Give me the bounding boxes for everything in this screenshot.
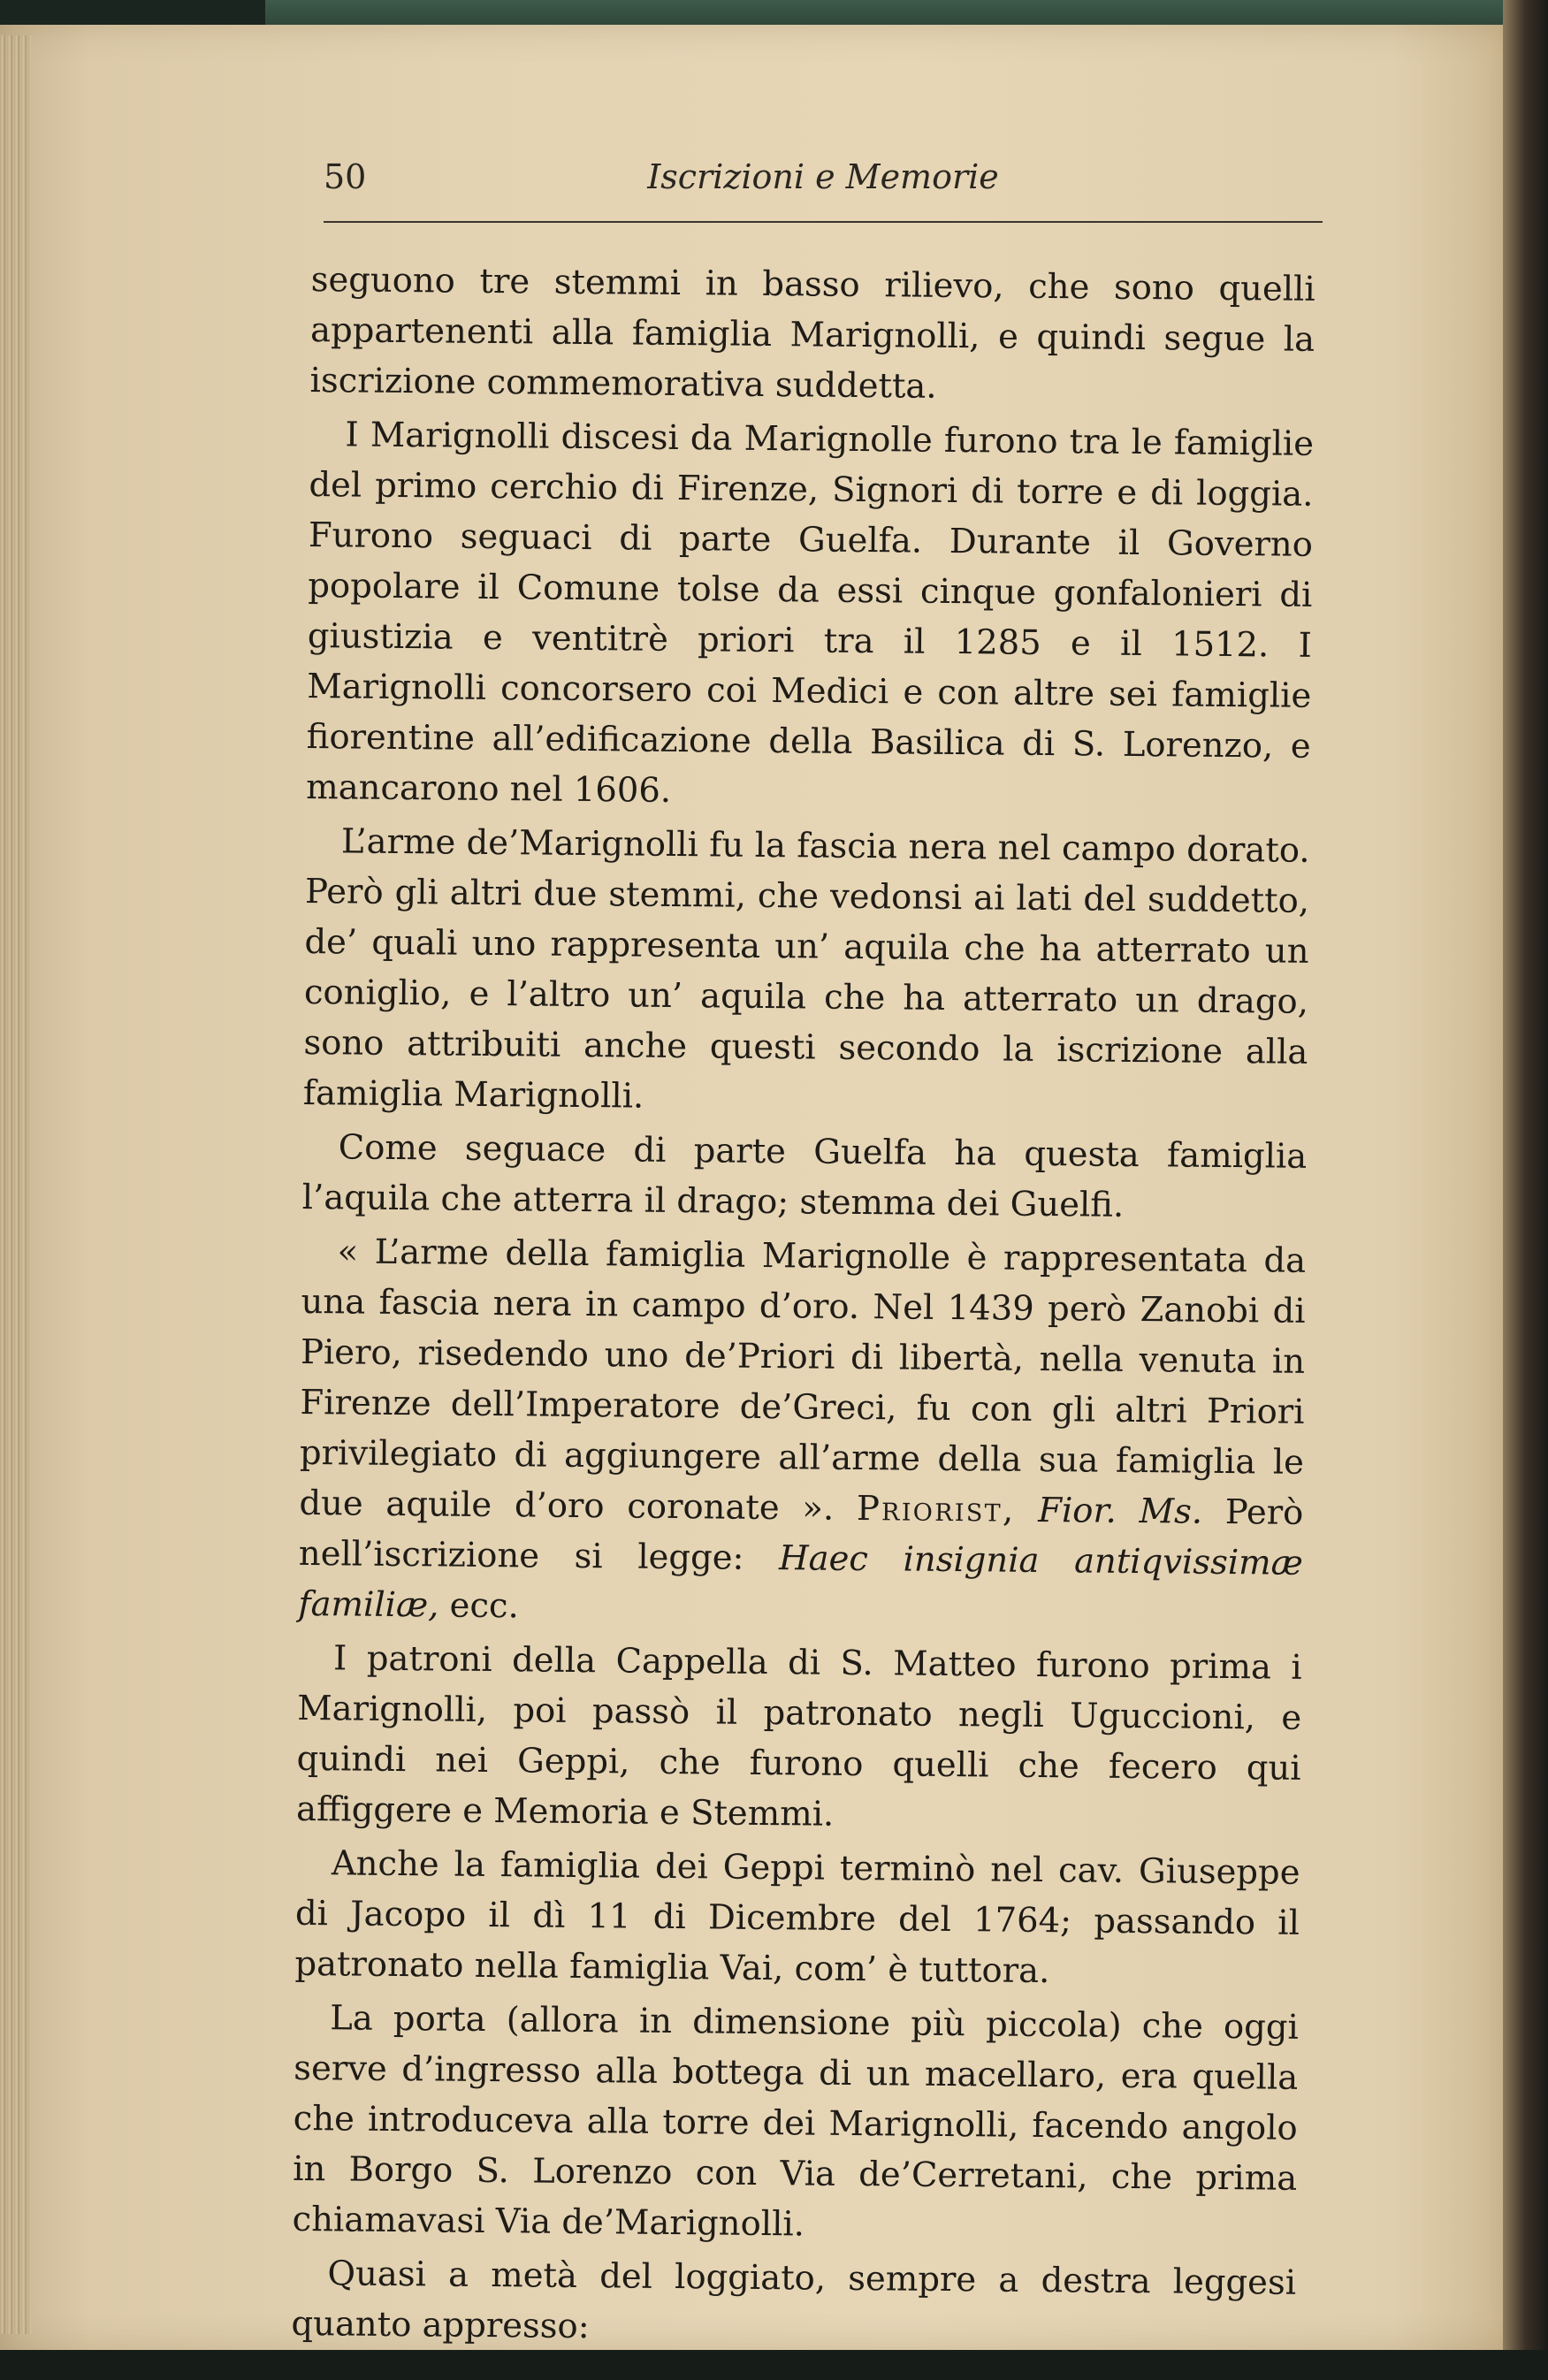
paragraph-8: La porta (allora in dimensione più piccola) che oggi serve d’ingresso alla bottega di un macellaro, era quella che introduceva alla torre dei Marignolli, facendo angolo in Borgo S. Lorenzo con Via de’Cerretani, che prima chiamavasi Via de’Marignolli. [292, 1998, 1300, 2245]
paragraph-3: L’arme de’Marignolli fu la fascia nera nel campo dorato. Però gli altri due stemmi, che vedonsi ai lati del suddetto, de’ quali uno rappresenta un’ aquila che ha atterrato un coniglio, e l’altro un’ aquila che ha atterrato un drago, sono attribuiti anche questi secondo la iscrizione alla famiglia Marignolli. [302, 821, 1310, 1117]
quote-continuation: Però nell’iscrizione si legge: [298, 1491, 1304, 1578]
paragraph-2: I Marignolli discesi da Marignolle furono tra le famiglie del primo cerchio di Firenze, Signori di torre e di loggia. Furono seguaci di parte Guelfa. Durante il Governo popolare il Comune tolse da essi cinque gonfalonieri di giustizia e ventitrè priori tra il 1285 e il 1512. I Marignolli concorsero coi Medici e con altre sei famiglie fiorentine all’edificazione della Basilica di S. Lorenzo, e mancarono nel 1606. [306, 415, 1315, 811]
page-stack-edges [0, 35, 32, 2334]
paragraph-4: Come seguace di parte Guelfa ha questa famiglia l’aquila che atterra il drago; stemma dei Guelfi. [301, 1127, 1308, 1225]
paragraph-5 [298, 1226, 1306, 1639]
quote-text: « L’arme della famiglia Marignolle è rappresentata da una fascia nera in campo d’oro. Nel 1439 però Zanobi di Piero, risedendo uno de’Priori di libertà, nella venuta in Firenze dell’Imperatore de’Greci, fu con gli altri Priori privilegiato di aggiungere all’arme della sua famiglia le due aquile d’oro coronate ». [299, 1232, 1307, 1529]
binding-shadow [1503, 0, 1548, 2380]
header-rule [324, 221, 1323, 223]
page-number: 50 [324, 157, 367, 196]
quote-end: ecc. [449, 1585, 520, 1627]
paragraph-7: Anche la famiglia dei Geppi terminò nel cav. Giuseppe di Jacopo il dì 11 di Dicembre del 1764; passando il patronato nella famiglia Vai, com’ è tuttora. [294, 1843, 1300, 1992]
source-author: Priorist, [856, 1488, 1016, 1530]
paragraph-9: Quasi a metà del loggiato, sempre a destra leggesi quanto appresso: [291, 2254, 1297, 2347]
latin-inscription: Haec insignia antiqvissimæ familiæ, [298, 1538, 1304, 1626]
body-text [291, 255, 1315, 2362]
running-title: Iscrizioni e Memorie [647, 157, 999, 196]
source-title: Fior. Ms. [1038, 1490, 1203, 1532]
running-head [324, 157, 1323, 210]
paragraph-1: seguono tre stemmi in basso rilievo, che sono quelli appartenenti alla famiglia Marignolli, e quindi segue la iscrizione commemorativa suddetta. [309, 259, 1315, 407]
paragraph-6: I patroni della Cappella di S. Matteo furono prima i Marignolli, poi passò il patronato negli Uguccioni, e quindi nei Geppi, che furono quelli che fecero qui affiggere e Memoria e Stemmi. [295, 1638, 1302, 1835]
